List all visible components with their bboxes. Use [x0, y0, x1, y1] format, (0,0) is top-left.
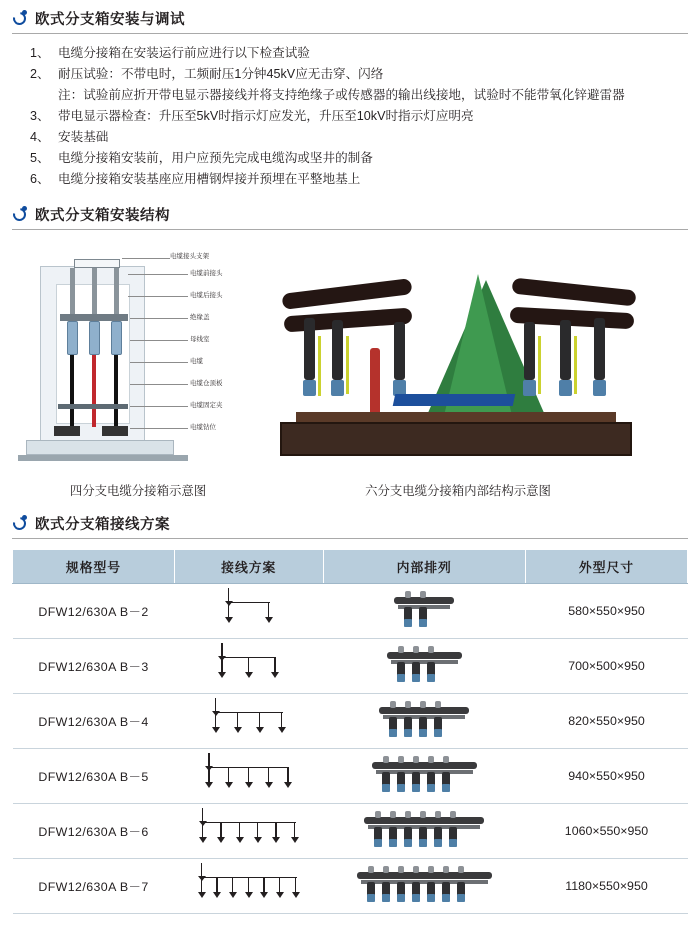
- cell-internal-arrangement: [323, 639, 526, 694]
- install-instruction-list: [0, 43, 700, 190]
- cell-wiring-diagram: [175, 584, 324, 639]
- list-item: [30, 64, 686, 85]
- table-row: [13, 804, 688, 859]
- internal-arrangement-picture: [372, 756, 477, 796]
- spec-table: [12, 549, 688, 914]
- six-branch-internal-photo: [274, 244, 642, 474]
- cell-wiring-diagram: [175, 639, 324, 694]
- cell-model: DFW12/630A B－4: [13, 694, 175, 749]
- list-item-note: [30, 85, 686, 106]
- list-item: [30, 127, 686, 148]
- list-item-text: 耐压试验：不带电时，工频耐压1分钟45kV应无击穿、闪络: [58, 67, 384, 81]
- table-row: [13, 639, 688, 694]
- list-item: [30, 169, 686, 190]
- cell-internal-arrangement: [323, 804, 526, 859]
- figure-six-branch: [274, 244, 642, 499]
- schematic-label: 电缆后接头: [190, 292, 223, 299]
- section-title: 欧式分支箱安装与调试: [35, 12, 185, 28]
- cell-wiring-diagram: [175, 859, 324, 914]
- list-item-number: 6、: [30, 172, 50, 186]
- section-heading-wiring-plan: [12, 513, 688, 539]
- cell-dimensions: 580×550×950: [526, 584, 688, 639]
- schematic-label: 电缆钻位: [190, 424, 216, 431]
- wiring-diagram: [221, 649, 276, 683]
- list-item-number: 3、: [30, 109, 50, 123]
- column-header-wiring: 接线方案: [175, 550, 324, 584]
- column-header-model: 规格型号: [13, 550, 175, 584]
- section-heading-install-structure: [12, 204, 688, 230]
- four-branch-schematic: [18, 244, 258, 474]
- spec-table-wrap: [0, 539, 700, 932]
- schematic-label: 绝缘盖: [190, 314, 210, 321]
- wiring-diagram: [202, 814, 296, 848]
- list-item: [30, 43, 686, 64]
- cell-internal-arrangement: [323, 749, 526, 804]
- cell-dimensions: 1180×550×950: [526, 859, 688, 914]
- wiring-diagram: [208, 759, 289, 793]
- cell-wiring-diagram: [175, 694, 324, 749]
- column-header-arrangement: 内部排列: [323, 550, 526, 584]
- swirl-bullet-icon: [12, 207, 28, 223]
- table-row: [13, 749, 688, 804]
- list-item-text: 电缆分接箱安装前，用户应预先完成电缆沟或坚井的制备: [58, 151, 373, 165]
- schematic-label: 母线室: [190, 336, 210, 343]
- section-title: 欧式分支箱接线方案: [35, 517, 170, 533]
- figure-caption: 六分支电缆分接箱内部结构示意图: [365, 484, 551, 498]
- table-row: [13, 694, 688, 749]
- section-heading-install-debug: [12, 8, 688, 34]
- internal-arrangement-picture: [364, 811, 484, 851]
- cell-model: DFW12/630A B－7: [13, 859, 175, 914]
- schematic-label: 电缆仓顶板: [190, 380, 223, 387]
- cell-dimensions: 700×500×950: [526, 639, 688, 694]
- list-item-number: 4、: [30, 130, 50, 144]
- cell-dimensions: 940×550×950: [526, 749, 688, 804]
- cell-wiring-diagram: [175, 749, 324, 804]
- schematic-label: 电缆固定夹: [190, 402, 223, 409]
- list-item-text: 注：试验前应折开带电显示器接线并将支持绝缘子或传感器的输出线接地，试验时不能带氧化锌避雷器: [58, 88, 625, 102]
- section-title: 欧式分支箱安装结构: [35, 208, 170, 224]
- swirl-bullet-icon: [12, 11, 28, 27]
- table-row: [13, 859, 688, 914]
- cell-dimensions: 1060×550×950: [526, 804, 688, 859]
- column-header-size: 外型尺寸: [526, 550, 688, 584]
- list-item-number: 1、: [30, 46, 50, 60]
- list-item-text: 电缆分接箱安装基座应用槽钢焊接并预埋在平整地基上: [58, 172, 361, 186]
- cell-model: DFW12/630A B－2: [13, 584, 175, 639]
- list-item-number: 2、: [30, 67, 50, 81]
- cell-model: DFW12/630A B－6: [13, 804, 175, 859]
- list-item: [30, 106, 686, 127]
- table-header-row: [13, 550, 688, 584]
- table-row: [13, 584, 688, 639]
- cell-internal-arrangement: [323, 859, 526, 914]
- figure-caption: 四分支电缆分接箱示意图: [69, 484, 207, 498]
- schematic-label: 电缆前接头: [190, 270, 223, 277]
- internal-arrangement-picture: [387, 646, 462, 686]
- figure-four-branch: [18, 244, 258, 499]
- cell-internal-arrangement: [323, 694, 526, 749]
- list-item-number: 5、: [30, 151, 50, 165]
- list-item-text: 电缆分接箱在安装运行前应进行以下检查试验: [58, 46, 310, 60]
- cell-internal-arrangement: [323, 584, 526, 639]
- cell-wiring-diagram: [175, 804, 324, 859]
- internal-arrangement-picture: [357, 866, 492, 906]
- cell-dimensions: 820×550×950: [526, 694, 688, 749]
- internal-arrangement-picture: [394, 591, 454, 631]
- cell-model: DFW12/630A B－3: [13, 639, 175, 694]
- list-item: [30, 148, 686, 169]
- list-item-text: 安装基础: [58, 130, 109, 144]
- wiring-diagram: [201, 869, 297, 903]
- wiring-diagram: [228, 594, 270, 628]
- wiring-diagram: [215, 704, 283, 738]
- list-item-text: 带电显示器检查：升压至5kV时指示灯应发光，升压至10kV时指示灯应明亮: [58, 109, 474, 123]
- figures-row: [0, 230, 700, 499]
- schematic-label: 电缆接头支架: [170, 253, 209, 260]
- internal-arrangement-picture: [379, 701, 469, 741]
- cell-model: DFW12/630A B－5: [13, 749, 175, 804]
- schematic-label: 电缆: [190, 358, 203, 365]
- swirl-bullet-icon: [12, 516, 28, 532]
